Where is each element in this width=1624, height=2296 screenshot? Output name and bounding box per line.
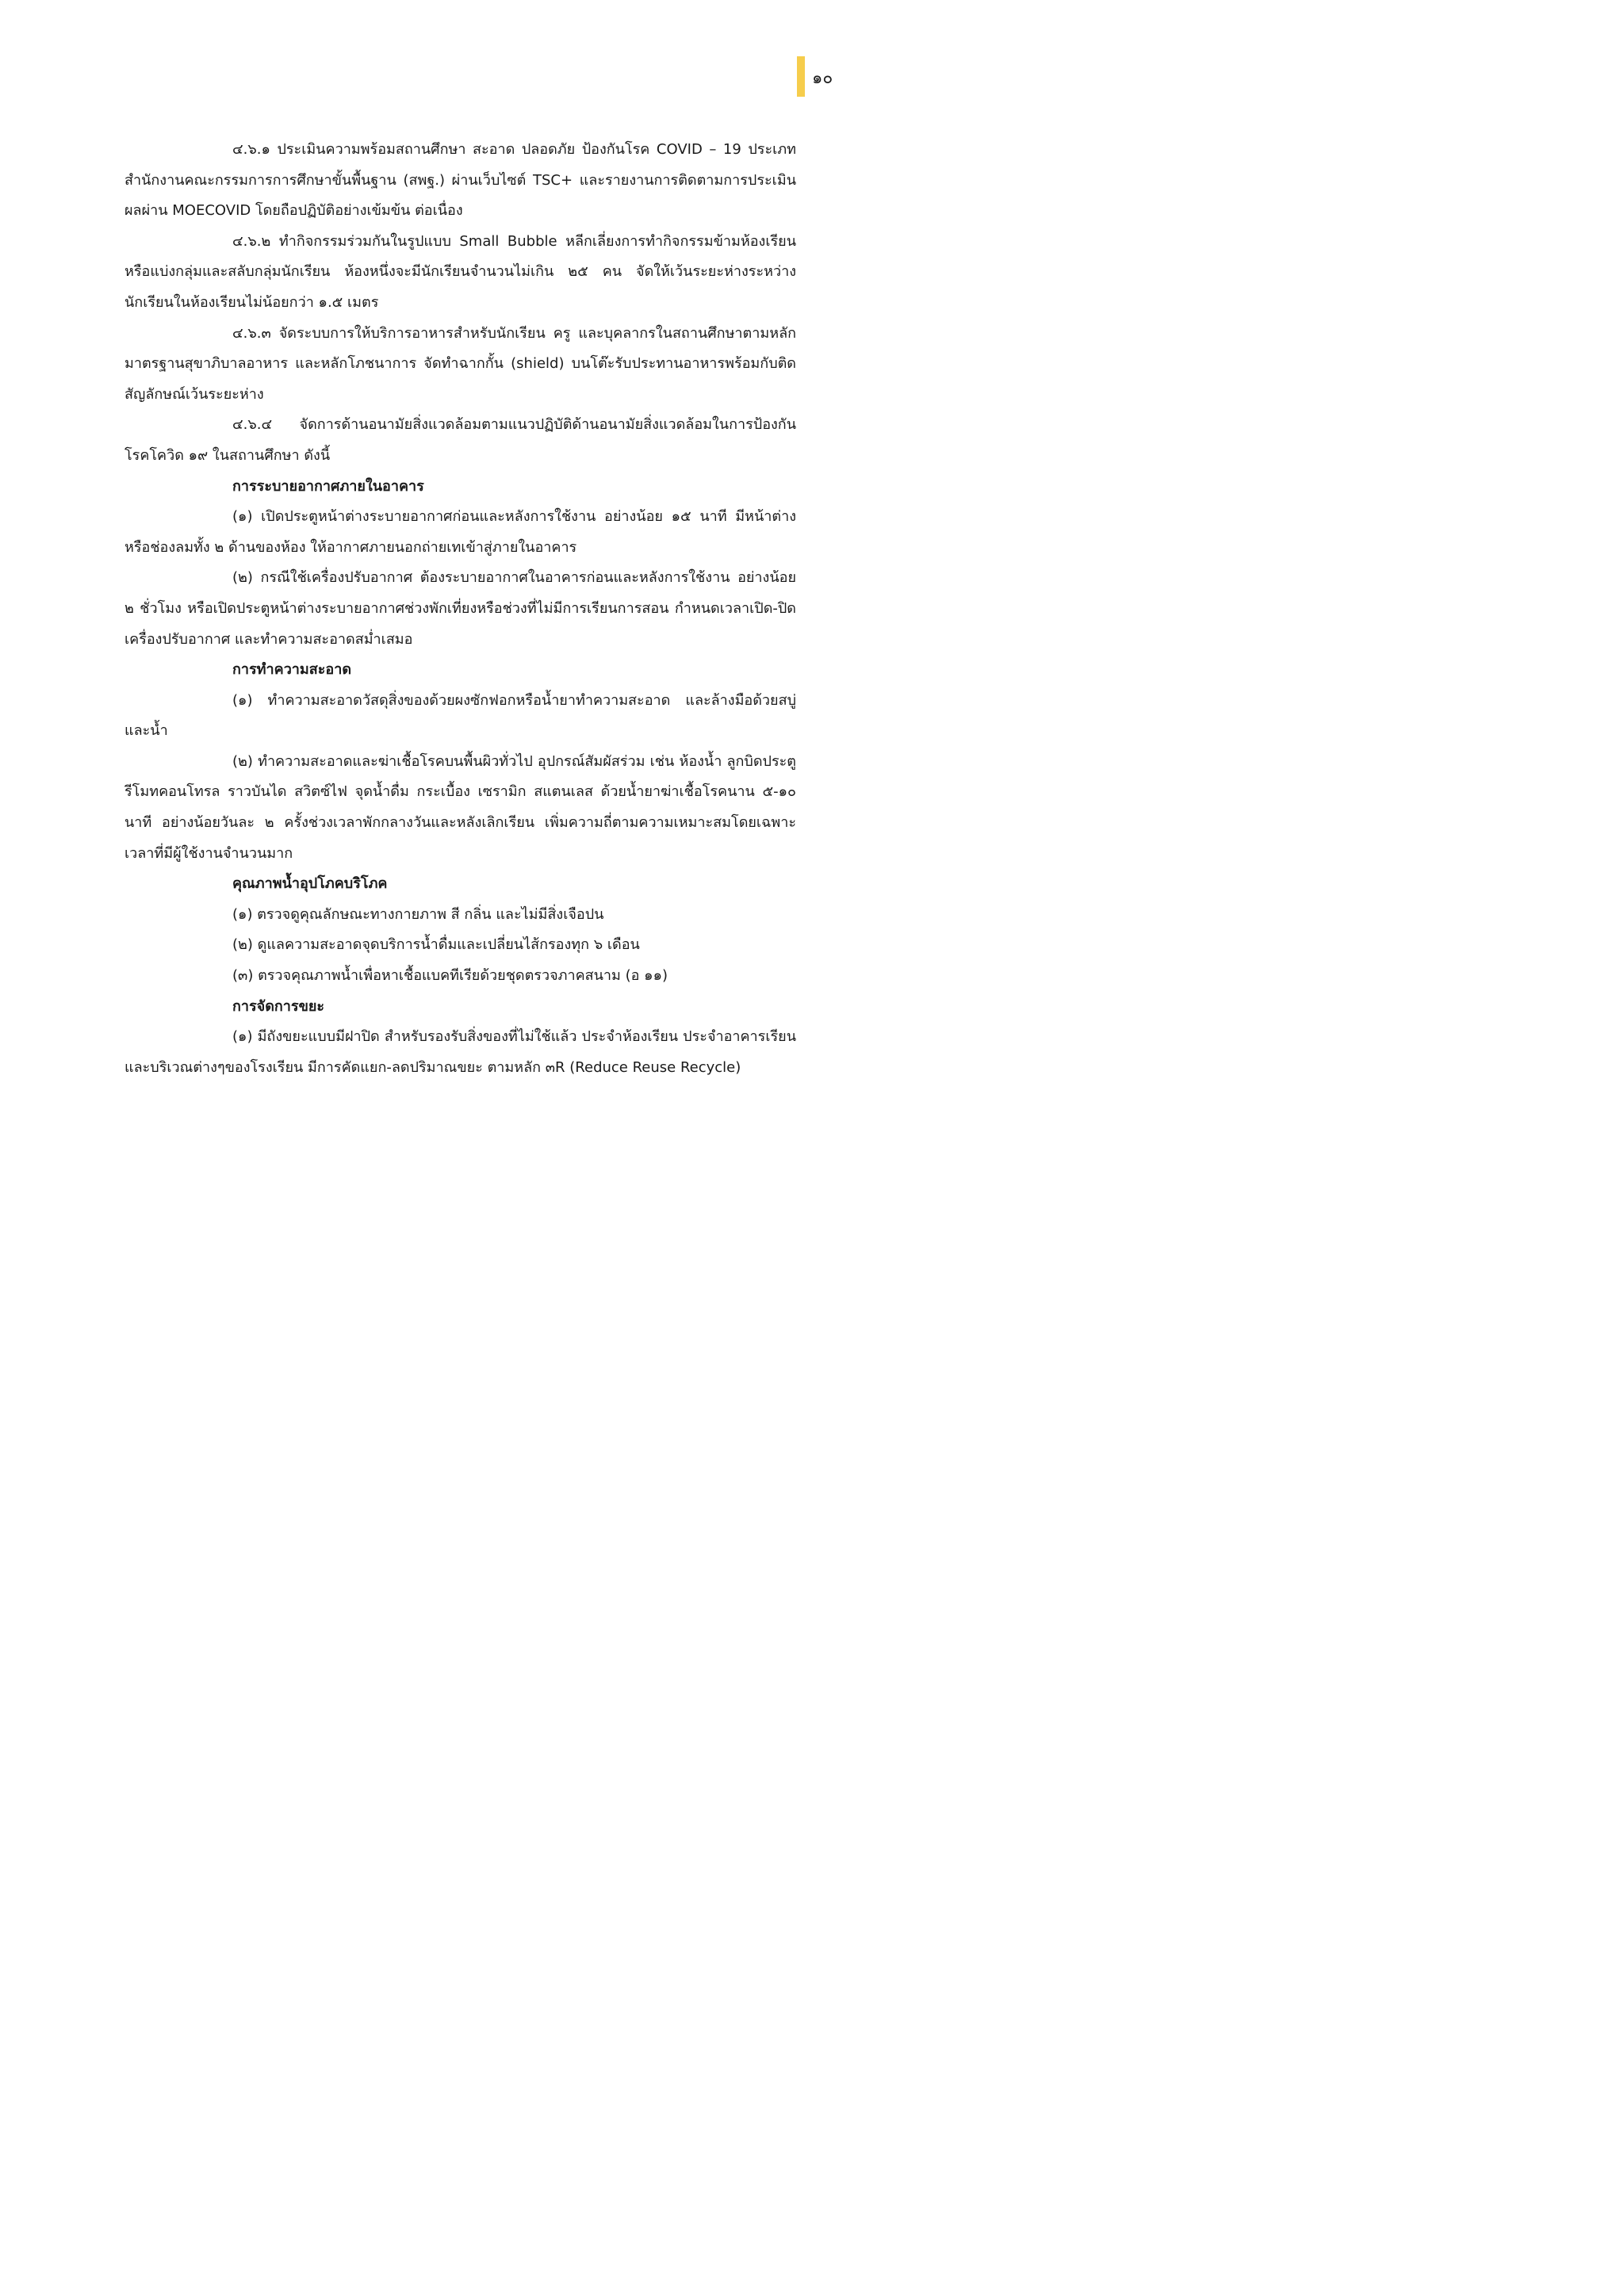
- page-number: ๑๐: [812, 68, 833, 87]
- ventilation-item-1: (๑) เปิดประตูหน้าต่างระบายอากาศก่อนและหลังการใช้งาน อย่างน้อย ๑๕ นาที มีหน้าต่างหรือช่องลมทั้ง ๒ ด้านของห้อง ให้อากาศภายนอกถ่ายเทเข้าสู่ภายในอาคาร: [124, 508, 796, 556]
- water-quality-item-3: (๓) ตรวจคุณภาพน้ำเพื่อหาเชื้อแบคทีเรียด้วยชุดตรวจภาคสนาม (อ ๑๑): [232, 967, 668, 985]
- paragraph-4-6-3: ๔.๖.๓ จัดระบบการให้บริการอาหารสำหรับนักเรียน ครู และบุคลากรในสถานศึกษาตามหลักมาตรฐานสุขาภิบาลอาหาร และหลักโภชนาการ จัดทำฉากกั้น (shield) บนโต๊ะรับประทานอาหารพร้อมกับติดสัญลักษณ์เว้นระยะห่าง: [124, 324, 796, 403]
- cleaning-item-2: (๒) ทำความสะอาดและฆ่าเชื้อโรคบนพื้นผิวทั่วไป อุปกรณ์สัมผัสร่วม เช่น ห้องน้ำ ลูกบิดประตู รีโมทคอนโทรล ราวบันได สวิตซ์ไฟ จุดน้ำดื่ม กระเบื้อง เซรามิก สแตนเลส ด้วยน้ำยาฆ่าเชื้อโรคนาน ๕-๑๐ นาที อย่างน้อยวันละ ๒ ครั้งช่วงเวลาพักกลางวันและหลังเลิกเรียน เพิ่มความถี่ตามความเหมาะสมโดยเฉพาะเวลาที่มีผู้ใช้งานจำนวนมาก: [124, 752, 796, 862]
- cleaning-heading: การทำความสะอาด: [232, 661, 352, 679]
- waste-heading: การจัดการขยะ: [232, 997, 325, 1015]
- ventilation-heading: การระบายอากาศภายในอาคาร: [232, 477, 424, 495]
- cleaning-item-1: (๑) ทำความสะอาดวัสดุสิ่งของด้วยผงซักฟอกหรือน้ำยาทำความสะอาด และล้างมือด้วยสบู่และน้ำ: [124, 691, 796, 740]
- paragraph-4-6-2: ๔.๖.๒ ทำกิจกรรมร่วมกันในรูปแบบ Small Bubble หลีกเลี่ยงการทำกิจกรรมข้ามห้องเรียน หรือแบ่งกลุ่มและสลับกลุ่มนักเรียน ห้องหนึ่งจะมีนักเรียนจำนวนไม่เกิน ๒๕ คน จัดให้เว้นระยะห่างระหว่างนักเรียนในห้องเรียนไม่น้อยกว่า ๑.๕ เมตร: [124, 232, 796, 311]
- paragraph-4-6-1: ๔.๖.๑ ประเมินความพร้อมสถานศึกษา สะอาด ปลอดภัย ป้องกันโรค COVID – 19 ประเภท สำนักงานคณะกรรมการการศึกษาขั้นพื้นฐาน (สพฐ.) ผ่านเว็บไซต์ TSC+ และรายงานการติดตามการประเมินผลผ่าน MOECOVID โดยถือปฏิบัติอย่างเข้มข้น ต่อเนื่อง: [124, 141, 796, 220]
- water-quality-item-1: (๑) ตรวจดูคุณลักษณะทางกายภาพ สี กลิ่น และไม่มีสิ่งเจือปน: [232, 905, 604, 923]
- water-quality-item-2: (๒) ดูแลความสะอาดจุดบริการน้ำดื่มและเปลี่ยนไส้กรองทุก ๖ เดือน: [232, 936, 640, 954]
- waste-item-1: (๑) มีถังขยะแบบมีฝาปิด สำหรับรองรับสิ่งของที่ไม่ใช้แล้ว ประจำห้องเรียน ประจำอาคารเรียน และบริเวณต่างๆของโรงเรียน มีการคัดแยก-ลดปริมาณขยะ ตามหลัก ๓R (Reduce Reuse Recycle): [124, 1028, 796, 1076]
- paragraph-4-6-4: ๔.๖.๔ จัดการด้านอนามัยสิ่งแวดล้อมตามแนวปฏิบัติด้านอนามัยสิ่งแวดล้อมในการป้องกันโรคโควิด ๑๙ ในสถานศึกษา ดังนี้: [124, 416, 796, 464]
- water-quality-heading: คุณภาพน้ำอุปโภคบริโภค: [232, 875, 388, 893]
- page-number-accent-bar: [797, 56, 805, 97]
- ventilation-item-2: (๒) กรณีใช้เครื่องปรับอากาศ ต้องระบายอากาศในอาคารก่อนและหลังการใช้งาน อย่างน้อย ๒ ชั่วโมง หรือเปิดประตูหน้าต่างระบายอากาศช่วงพักเที่ยงหรือช่วงที่ไม่มีการเรียนการสอน กำหนดเวลาเปิด-ปิดเครื่องปรับอากาศ และทำความสะอาดสม่ำเสมอ: [124, 569, 796, 648]
- document-page: [0, 0, 872, 1234]
- document-body: [124, 135, 796, 1083]
